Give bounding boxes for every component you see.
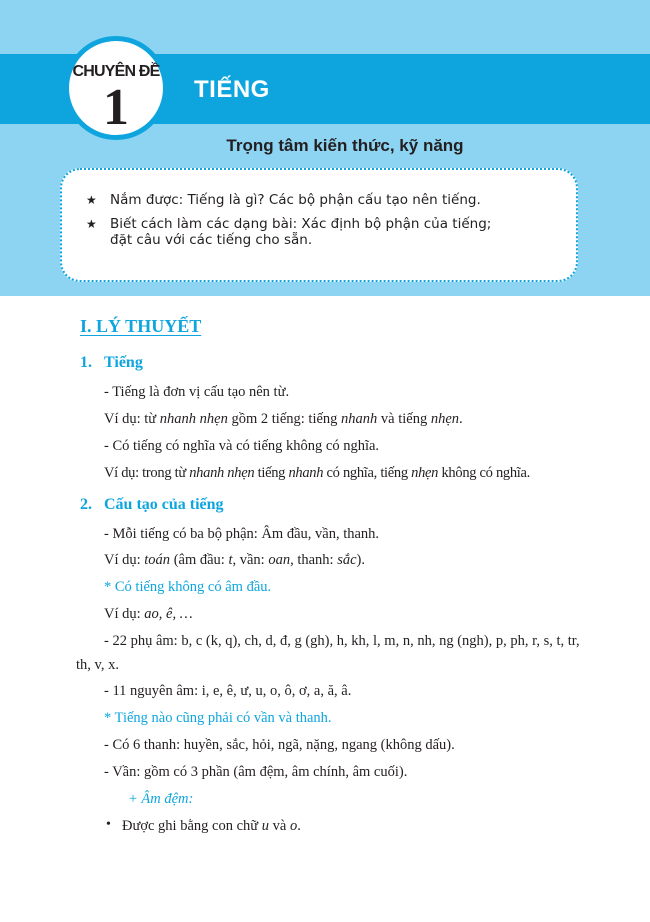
italic-text: t [228, 552, 233, 568]
italic-text: o [289, 818, 298, 834]
note-line: * Có tiếng không có âm đầu. [104, 579, 272, 595]
text: . [297, 818, 301, 834]
chapter-title: TIẾNG [194, 76, 270, 103]
chapter-badge [64, 36, 168, 140]
page-subtitle: Trọng tâm kiến thức, kỹ năng [226, 136, 464, 155]
sub-heading-number: 1. [80, 354, 92, 371]
text: và tiếng [377, 411, 431, 427]
goal-item [86, 192, 570, 208]
bullet-icon: • [106, 817, 111, 832]
italic-text: oan [268, 552, 291, 568]
note-line: * Tiếng nào cũng phải có vần và thanh. [104, 710, 332, 726]
text: (âm đầu: [170, 552, 229, 568]
text: gồm 2 tiếng: tiếng [227, 411, 342, 427]
sub-heading-title: Cấu tạo của tiếng [104, 496, 224, 513]
italic-text: nhanh nhẹn [189, 465, 255, 481]
parts-line: - Mỗi tiếng có ba bộ phận: Âm đầu, vần, thanh. [104, 526, 380, 542]
italic-text: nhẹn [430, 411, 460, 427]
goal-text: đặt câu với các tiếng cho sẵn. [110, 232, 313, 248]
badge-number: 1 [103, 79, 129, 136]
italic-text: nhanh nhẹn [159, 411, 228, 427]
text: có nghĩa, tiếng [323, 465, 412, 481]
italic-text: sắc [337, 552, 357, 568]
italic-text: nhanh [288, 465, 324, 481]
goal-text: Nắm được: Tiếng là gì? Các bộ phận cấu tạo nên tiếng. [110, 192, 481, 208]
example-line [104, 551, 365, 569]
badge-label: CHUYÊN ĐỀ [72, 63, 160, 80]
text: ). [356, 552, 366, 568]
section-heading: I. LÝ THUYẾT [80, 316, 202, 336]
text: , vần: [232, 552, 269, 568]
consonants-line: - 22 phụ âm: b, c (k, q), ch, d, đ, g (gh), h, kh, l, m, n, nh, ng (ngh), p, ph, r, s, t, tr, th, v, x. [76, 633, 580, 673]
goals-box [60, 168, 578, 282]
definition-line: - Tiếng là đơn vị cấu tạo nên từ. [104, 384, 290, 400]
goal-text: Biết cách làm các dạng bài: Xác định bộ phận của tiếng; [110, 216, 492, 232]
italic-text: ao, ê, … [144, 606, 193, 622]
text: Ví dụ: [104, 606, 145, 622]
tones-line: - Có 6 thanh: huyền, sắc, hỏi, ngã, nặng, ngang (không dấu). [104, 737, 455, 753]
sub-heading-title: Tiếng [104, 354, 143, 371]
text: , thanh: [290, 552, 338, 568]
text: và [269, 818, 290, 834]
sub-heading-1 [80, 354, 143, 372]
goal-item-continued [110, 232, 570, 248]
rhyme-line: - Vần: gồm có 3 phần (âm đệm, âm chính, âm cuối). [104, 764, 408, 780]
sub-heading-2 [80, 496, 224, 514]
glide-label: + Âm đệm: [128, 791, 194, 807]
text: . [459, 411, 463, 427]
goal-item [86, 216, 570, 232]
example-line [104, 605, 193, 623]
sub-heading-number: 2. [80, 496, 92, 513]
italic-text: nhanh [341, 411, 378, 427]
vowels-line: - 11 nguyên âm: i, e, ê, ư, u, o, ô, ơ, a, ă, â. [104, 683, 352, 699]
text: Được ghi bằng con chữ [122, 818, 262, 834]
text: Ví dụ: trong từ [104, 465, 190, 481]
italic-text: u [261, 818, 270, 834]
text: tiếng [254, 465, 289, 481]
italic-text: toán [144, 552, 171, 568]
example-line [104, 410, 463, 428]
text: Ví dụ: từ [104, 411, 160, 427]
text: Ví dụ: [104, 552, 145, 568]
italic-text: nhẹn [411, 465, 439, 481]
meaning-line: - Có tiếng có nghĩa và có tiếng không có nghĩa. [104, 438, 380, 454]
example-line [104, 464, 530, 482]
text: không có nghĩa. [438, 465, 530, 481]
star-icon: ★ [86, 217, 97, 231]
star-icon: ★ [86, 193, 97, 207]
glide-line [122, 817, 301, 835]
